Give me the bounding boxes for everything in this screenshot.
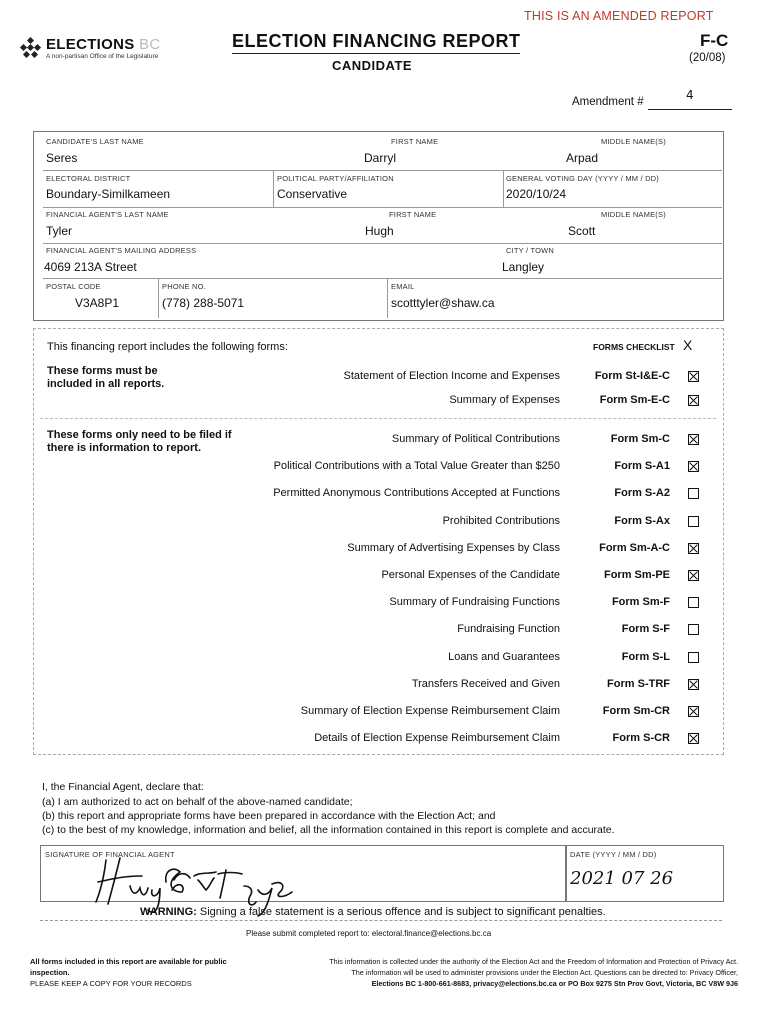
form-code-label: Form S-L xyxy=(621,650,670,663)
footer-inspection-note: All forms included in this report are available for public inspection. xyxy=(30,957,227,977)
report-subtitle: CANDIDATE xyxy=(332,58,413,73)
form-checkbox[interactable] xyxy=(688,624,699,635)
candidate-last-name-label: CANDIDATE'S LAST NAME xyxy=(46,137,144,146)
candidate-first-name-label: FIRST NAME xyxy=(391,137,439,146)
checklist-mark: X xyxy=(683,337,693,353)
submit-instructions: Please submit completed report to: electoral.finance@elections.bc.ca xyxy=(246,929,492,938)
general-voting-day-field[interactable]: 2020/10/24 xyxy=(506,187,567,201)
forms-checklist-label: FORMS CHECKLIST xyxy=(593,342,675,352)
form-description: Permitted Anonymous Contributions Accepted at Functions xyxy=(273,487,560,500)
row-divider xyxy=(43,243,722,244)
form-description: Fundraising Function xyxy=(457,623,560,636)
form-code-label: Form Sm-E-C xyxy=(599,394,670,406)
elections-bc-logo xyxy=(18,36,208,70)
form-code-label: Form S-A2 xyxy=(614,487,670,500)
party-label: POLITICAL PARTY/AFFILIATION xyxy=(277,174,394,183)
amendment-line xyxy=(648,109,732,110)
column-divider xyxy=(273,170,274,207)
form-description: Transfers Received and Given xyxy=(411,677,560,690)
form-code-label: Form Sm-A-C xyxy=(599,541,670,554)
form-checkbox[interactable] xyxy=(688,488,699,499)
agent-first-name-label: FIRST NAME xyxy=(389,210,437,219)
agent-middle-name-label: MIDDLE NAME(S) xyxy=(601,210,666,219)
signature-label: SIGNATURE OF FINANCIAL AGENT xyxy=(45,850,175,859)
logo-tagline: A non-partisan Office of the Legislature xyxy=(46,53,159,60)
form-code-label: Form S-TRF xyxy=(607,677,670,690)
footer-privacy-2: The information will be used to administer provisions under the Election Act. Questions can be directed to: Privacy Officer, xyxy=(351,968,738,977)
footer-keep-copy: PLEASE KEEP A COPY FOR YOUR RECORDS xyxy=(30,979,192,988)
row-divider xyxy=(43,207,722,208)
form-code-label: Form S-F xyxy=(621,623,670,636)
form-description: Details of Election Expense Reimbursement Claim xyxy=(314,732,560,745)
logo-star-icon xyxy=(18,36,44,62)
title-underline xyxy=(232,53,520,54)
form-revision-date: (20/08) xyxy=(689,52,726,64)
amendment-number[interactable]: 4 xyxy=(686,88,694,102)
postal-code-field[interactable]: V3A8P1 xyxy=(75,296,120,310)
handwritten-date-text: 2021 07 26 xyxy=(570,868,674,889)
signature-divider xyxy=(40,920,722,921)
candidate-first-name-field[interactable]: Darryl xyxy=(364,151,396,165)
form-description: Loans and Guarantees xyxy=(448,650,560,663)
required-forms-label: These forms must be included in all reports. xyxy=(47,365,165,390)
footer-privacy-3: Elections BC 1-800-661-8683, privacy@elections.bc.ca or PO Box 9275 Stn Prov Govt, Victoria, BC V8W 9J6 xyxy=(371,979,738,988)
amendment-label: Amendment # xyxy=(572,96,644,108)
form-code-label: Form Sm-CR xyxy=(602,705,670,717)
form-checkbox[interactable] xyxy=(688,652,699,663)
form-checkbox[interactable] xyxy=(688,434,699,445)
column-divider xyxy=(503,170,504,207)
amended-report-banner: THIS IS AN AMENDED REPORT xyxy=(524,9,714,23)
handwritten-date xyxy=(568,860,708,892)
warning-text: WARNING: Signing a false statement is a serious offence and is subject to significant penalties. xyxy=(140,906,606,918)
general-voting-day-label: GENERAL VOTING DAY (YYYY / MM / DD) xyxy=(506,174,659,183)
form-checkbox[interactable] xyxy=(688,543,699,554)
agent-city-field[interactable]: Langley xyxy=(502,260,545,274)
electoral-district-field[interactable]: Boundary-Similkameen xyxy=(46,187,171,201)
footer-privacy-1: This information is collected under the authority of the Election Act and the Freedom of Information and Protection of Privacy Act. xyxy=(329,957,738,966)
logo-wordmark: ELECTIONS BC xyxy=(46,36,161,53)
form-description: Summary of Political Contributions xyxy=(391,433,560,445)
declaration-a: (a) I am authorized to act on behalf of the above-named candidate; xyxy=(42,796,353,808)
form-checkbox[interactable] xyxy=(688,516,699,527)
postal-code-label: POSTAL CODE xyxy=(46,282,101,291)
form-checkbox[interactable] xyxy=(688,461,699,472)
optional-forms-label: These forms only need to be filed if there is information to report. xyxy=(47,429,232,454)
row-divider xyxy=(43,170,722,171)
electoral-district-label: ELECTORAL DISTRICT xyxy=(46,174,131,183)
agent-city-label: CITY / TOWN xyxy=(506,246,555,255)
agent-first-name-field[interactable]: Hugh xyxy=(365,224,394,238)
forms-intro: This financing report includes the following forms: xyxy=(47,341,288,353)
column-divider xyxy=(387,278,388,318)
form-description: Personal Expenses of the Candidate xyxy=(381,569,560,581)
form-checkbox[interactable] xyxy=(688,395,699,406)
form-description: Political Contributions with a Total Value Greater than $250 xyxy=(273,460,560,473)
email-field[interactable]: scotttyler@shaw.ca xyxy=(391,296,495,310)
form-code: F-C xyxy=(700,31,729,50)
form-code-label: Form St-I&E-C xyxy=(594,370,670,382)
form-code-label: Form S-Ax xyxy=(614,514,670,527)
phone-label: PHONE NO. xyxy=(162,282,206,291)
agent-address-label: FINANCIAL AGENT'S MAILING ADDRESS xyxy=(46,246,197,255)
row-divider xyxy=(43,278,722,279)
declaration-b: (b) this report and appropriate forms have been prepared in accordance with the Election Act; and xyxy=(42,810,496,822)
date-label: DATE (YYYY / MM / DD) xyxy=(570,850,657,859)
form-checkbox[interactable] xyxy=(688,371,699,382)
form-checkbox[interactable] xyxy=(688,597,699,608)
agent-last-name-field[interactable]: Tyler xyxy=(46,224,73,238)
form-checkbox[interactable] xyxy=(688,679,699,690)
form-code-label: Form S-A1 xyxy=(614,460,670,473)
form-code-label: Form Sm-PE xyxy=(603,569,670,581)
form-description: Statement of Election Income and Expenses xyxy=(343,370,560,382)
footer-left xyxy=(30,956,230,989)
agent-address-field[interactable]: 4069 213A Street xyxy=(44,260,137,274)
form-description: Summary of Election Expense Reimbursement Claim xyxy=(300,705,560,717)
form-code-label: Form Sm-C xyxy=(610,433,670,445)
phone-field[interactable]: (778) 288-5071 xyxy=(162,296,245,310)
form-description: Summary of Advertising Expenses by Class xyxy=(347,541,560,554)
email-label: EMAIL xyxy=(391,282,415,291)
candidate-middle-name-field[interactable]: Arpad xyxy=(566,151,599,165)
agent-last-name-label: FINANCIAL AGENT'S LAST NAME xyxy=(46,210,169,219)
declaration-c: (c) to the best of my knowledge, information and belief, all the information contained in this report is complete and accurate. xyxy=(42,824,615,836)
candidate-last-name-field[interactable]: Seres xyxy=(46,151,78,165)
form-checkbox[interactable] xyxy=(688,733,699,744)
footer-right xyxy=(232,956,738,989)
form-code-label: Form S-CR xyxy=(612,732,670,745)
form-checkbox[interactable] xyxy=(688,706,699,717)
group-divider xyxy=(40,418,716,419)
form-code-label: Form Sm-F xyxy=(611,596,670,609)
form-description: Summary of Fundraising Functions xyxy=(389,596,560,609)
report-title: ELECTION FINANCING REPORT xyxy=(232,31,521,51)
agent-middle-name-field[interactable]: Scott xyxy=(568,224,596,238)
form-checkbox[interactable] xyxy=(688,570,699,581)
form-description: Summary of Expenses xyxy=(449,394,560,406)
party-field[interactable]: Conservative xyxy=(277,187,348,201)
declaration-intro: I, the Financial Agent, declare that: xyxy=(42,781,204,793)
column-divider xyxy=(158,278,159,318)
form-description: Prohibited Contributions xyxy=(442,514,560,527)
candidate-middle-name-label: MIDDLE NAME(S) xyxy=(601,137,666,146)
